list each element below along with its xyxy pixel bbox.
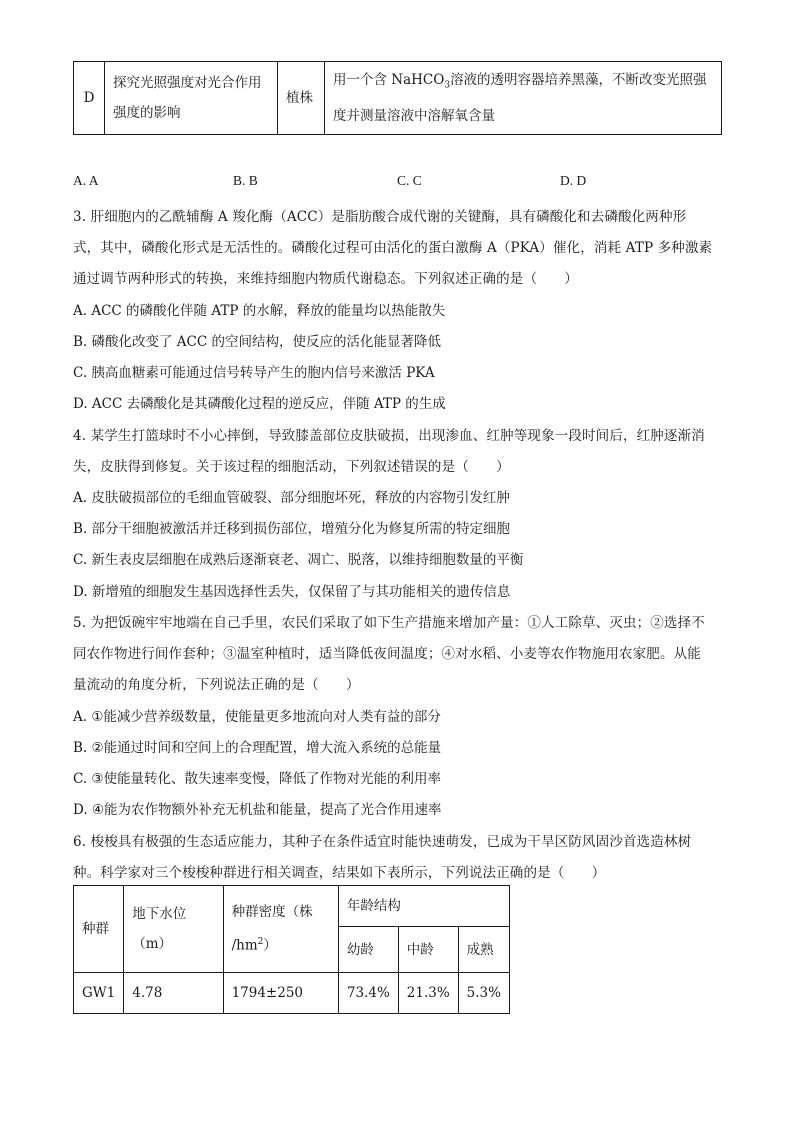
q4-option-b[interactable]: B. 部分干细胞被激活并迁移到损伤部位，增殖分化为修复所需的特定细胞: [73, 521, 511, 537]
q5-option-c[interactable]: C. ③使能量转化、散失速率变慢，降低了作物对光能的利用率: [73, 771, 442, 787]
method-subscript: 3: [444, 80, 451, 91]
header-density-line-2: [232, 927, 330, 961]
q2-option-d[interactable]: D. D: [560, 173, 587, 188]
q4-option-c[interactable]: C. 新生表皮层细胞在成熟后逐渐衰老、凋亡、脱落，以维持细胞数量的平衡: [73, 552, 524, 568]
method-line-2: 度并测量溶液中溶解氧含量: [333, 107, 495, 124]
cell-population: GW1: [74, 973, 124, 1014]
header-density-unit: /hm: [231, 937, 258, 954]
header-population: 种群: [74, 886, 124, 973]
q4-stem-line-2: 失，皮肤得到修复。关于该过程的细胞活动，下列叙述错误的是（ ）: [73, 459, 510, 475]
q2-option-c[interactable]: C. C: [397, 173, 422, 188]
cell-young: 73.4%: [338, 973, 398, 1014]
header-age-structure: 年龄结构: [338, 886, 509, 927]
q3-stem-line-2: 式，其中，磷酸化形式是无活性的。磷酸化过程可由活化的蛋白激酶 A（PKA）催化，消耗 ATP 多种激素: [73, 240, 713, 256]
q3-stem-line-1: 3. 肝细胞内的乙酰辅酶 A 羧化酶（ACC）是脂肪酸合成代谢的关键酶，具有磷酸化和去磷酸化两种形: [73, 209, 687, 225]
header-water-line-1: 地下水位: [132, 906, 187, 922]
experiment-line-2: 强度的影响: [113, 105, 181, 121]
header-young: 幼龄: [338, 927, 398, 973]
header-water-line-2: （m）: [132, 936, 173, 952]
cell-density: 1794±250: [223, 973, 338, 1014]
q2-options: [73, 173, 733, 193]
experiment-table-row-d: [73, 61, 722, 135]
cell-middle: 21.3%: [398, 973, 458, 1014]
header-water-table: [124, 886, 223, 973]
q3-option-d[interactable]: D. ACC 去磷酸化是其磷酸化过程的逆反应，伴随 ATP 的生成: [73, 396, 446, 412]
row-label: D: [74, 62, 105, 135]
q3-option-c[interactable]: C. 胰高血糖素可能通过信号转导产生的胞内信号来激活 PKA: [73, 365, 435, 381]
q6-stem-line-1: 6. 梭梭具有极强的生态适应能力，其种子在条件适宜时能快速萌发，已成为干旱区防风固沙首选造林树: [73, 834, 692, 850]
q5-option-a[interactable]: A. ①能减少营养级数量，使能量更多地流向对人类有益的部分: [73, 709, 441, 725]
q3-option-a[interactable]: A. ACC 的磷酸化伴随 ATP 的水解，释放的能量均以热能散失: [73, 303, 446, 319]
q4-option-d[interactable]: D. 新增殖的细胞发生基因选择性丢失，仅保留了与其功能相关的遗传信息: [73, 584, 511, 600]
material-cell: 植株: [278, 62, 325, 135]
q6-stem-line-2: 种。科学家对三个梭梭种群进行相关调查，结果如下表所示，下列说法正确的是（ ）: [73, 865, 606, 881]
method-text-post: 溶液的透明容器培养黑藻，不断改变光照强: [450, 72, 707, 89]
population-survey-table: [73, 885, 510, 1014]
q5-stem-line-2: 同农作物进行间作套种；③温室种植时，适当降低夜间温度；④对水稻、小麦等农作物施用农家肥。从能: [73, 646, 701, 662]
experiment-name-cell: [105, 62, 278, 135]
q3-option-b[interactable]: B. 磷酸化改变了 ACC 的空间结构，使反应的活化能显著降低: [73, 334, 441, 350]
q5-option-d[interactable]: D. ④能为农作物额外补充无机盐和能量，提高了光合作用速率: [73, 802, 442, 818]
table-row: [74, 973, 510, 1014]
q2-option-b[interactable]: B. B: [233, 173, 258, 188]
q5-stem-line-3: 量流动的角度分析，下列说法正确的是（ ）: [73, 677, 360, 693]
method-line-1: [333, 65, 713, 101]
header-density-close: ）: [263, 937, 277, 954]
header-density-line-1: 种群密度（株: [231, 904, 313, 921]
cell-mature: 5.3%: [458, 973, 509, 1014]
q4-stem-line-1: 4. 某学生打篮球时不小心摔倒，导致膝盖部位皮肤破损，出现渗血、红肿等现象一段时间后，红肿逐渐消: [73, 428, 705, 444]
q5-stem-line-1: 5. 为把饭碗牢牢地端在自己手里，农民们采取了如下生产措施来增加产量：①人工除草、灭虫；②选择不: [73, 615, 705, 631]
method-cell: [325, 62, 722, 135]
q3-stem-line-3: 通过调节两种形式的转换，来维持细胞内物质代谢稳态。下列叙述正确的是（ ）: [73, 271, 579, 287]
header-mature: 成熟: [458, 927, 509, 973]
q4-option-a[interactable]: A. 皮肤破损部位的毛细血管破裂、部分细胞坏死，释放的内容物引发红肿: [73, 490, 510, 506]
experiment-line-1: 探究光照强度对光合作用: [113, 75, 262, 91]
header-density: [223, 886, 338, 973]
header-density-superscript: 2: [257, 937, 264, 948]
cell-water: 4.78: [124, 973, 223, 1014]
method-text-pre: 用一个含 NaHCO: [333, 72, 445, 89]
q2-option-a[interactable]: A. A: [73, 173, 99, 188]
q5-option-b[interactable]: B. ②能通过时间和空间上的合理配置，增大流入系统的总能量: [73, 740, 442, 756]
header-middle: 中龄: [398, 927, 458, 973]
